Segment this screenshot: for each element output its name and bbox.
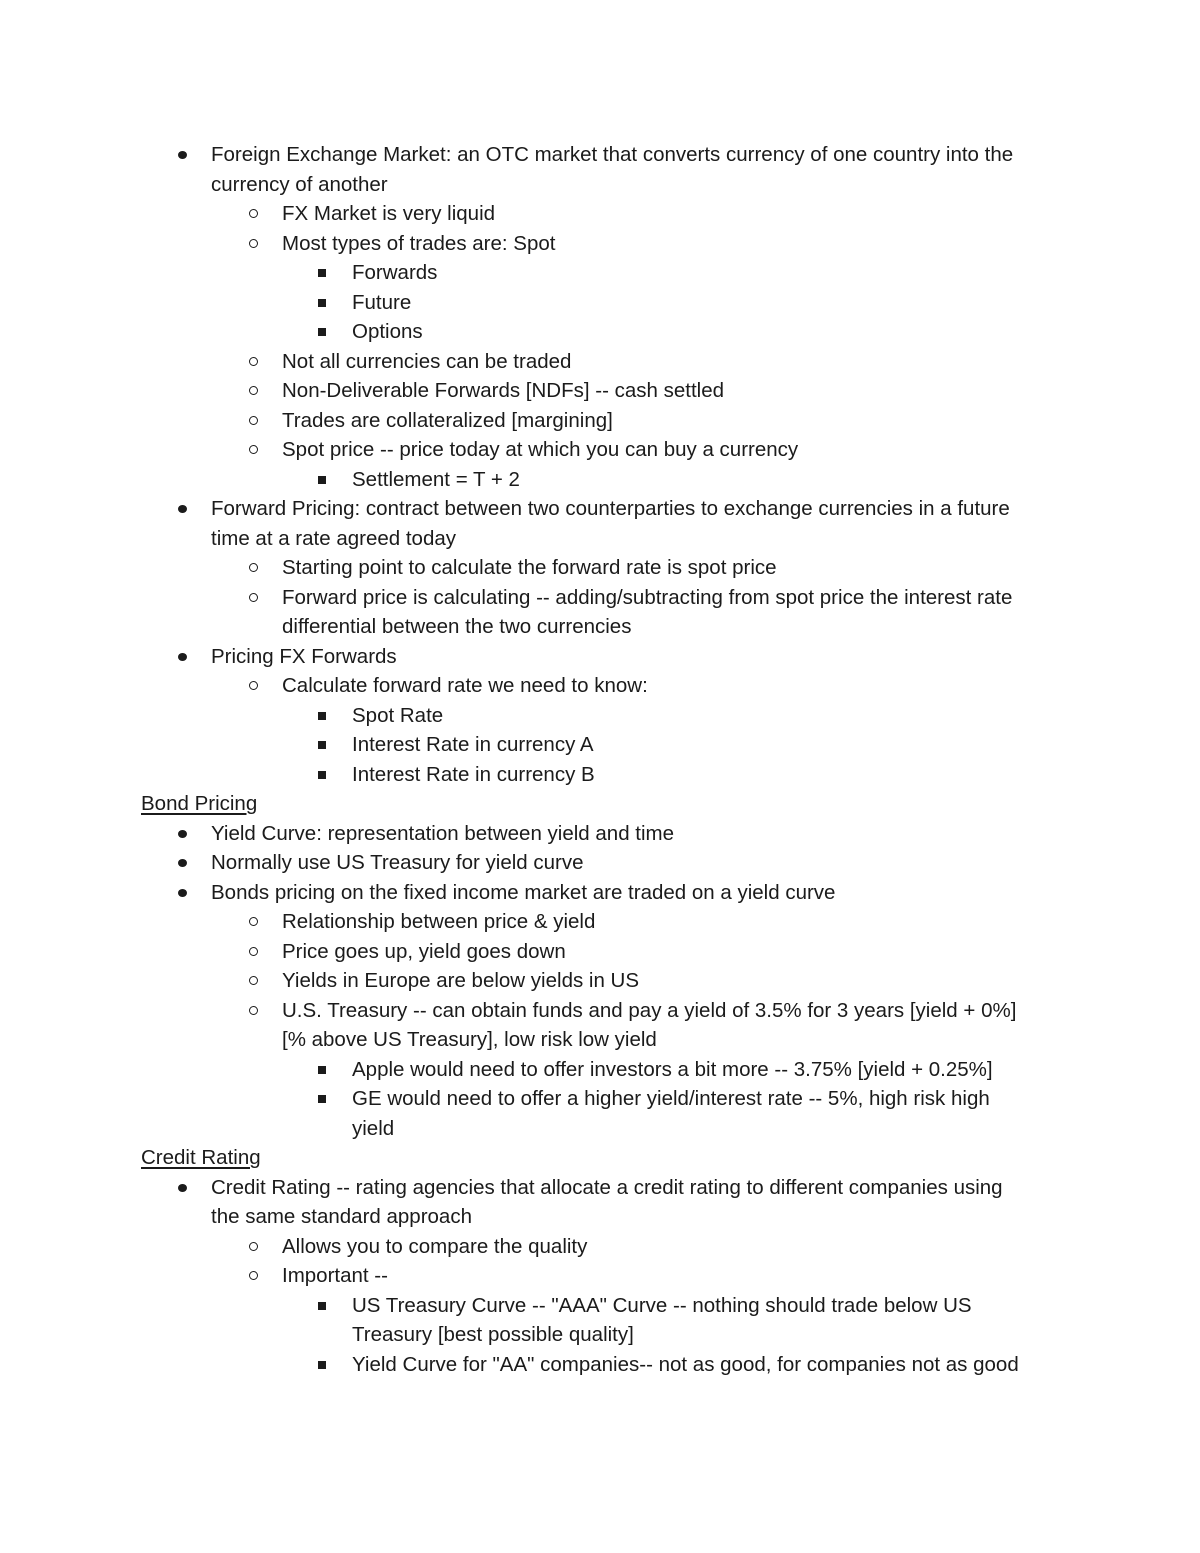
list-item-text: currency of another bbox=[211, 172, 388, 196]
filled-square-bullet-icon bbox=[318, 476, 326, 484]
list-item-text: Relationship between price & yield bbox=[282, 910, 596, 933]
hollow-circle-bullet-icon bbox=[249, 681, 258, 690]
list-item bbox=[0, 730, 1200, 760]
list-item-continuation bbox=[0, 170, 1200, 200]
list-item bbox=[0, 1084, 1200, 1114]
list-item bbox=[0, 848, 1200, 878]
list-item-continuation bbox=[0, 1114, 1200, 1144]
list-item-text: Treasury [best possible quality] bbox=[352, 1323, 634, 1346]
list-item bbox=[0, 1291, 1200, 1321]
list-item bbox=[0, 878, 1200, 908]
filled-square-bullet-icon bbox=[318, 771, 326, 779]
list-item bbox=[0, 1232, 1200, 1262]
list-item bbox=[0, 1261, 1200, 1291]
list-item-continuation bbox=[0, 524, 1200, 554]
filled-square-bullet-icon bbox=[318, 299, 326, 307]
list-item-text: Calculate forward rate we need to know: bbox=[282, 674, 648, 697]
section-heading-text: Credit Rating bbox=[141, 1146, 261, 1169]
list-item-text: Spot Rate bbox=[352, 703, 444, 727]
hollow-circle-bullet-icon bbox=[249, 209, 258, 218]
list-item-text: Starting point to calculate the forward rate is spot price bbox=[282, 556, 777, 579]
list-item-text: GE would need to offer a higher yield/interest rate -- 5%, high risk high bbox=[352, 1087, 990, 1110]
list-item-text: [% above US Treasury], low risk low yield bbox=[282, 1028, 657, 1051]
list-item-text: FX Market is very liquid bbox=[282, 202, 496, 225]
list-item-text: differential between the two currencies bbox=[282, 615, 632, 638]
filled-square-bullet-icon bbox=[318, 1095, 326, 1103]
list-item-text: Interest Rate in currency B bbox=[352, 762, 595, 786]
hollow-circle-bullet-icon bbox=[249, 593, 258, 602]
filled-circle-bullet-icon bbox=[178, 1184, 187, 1192]
list-item-text: Credit Rating -- rating agencies that allocate a credit rating to different companies using bbox=[211, 1175, 1003, 1199]
list-item-text: time at a rate agreed today bbox=[211, 526, 457, 550]
list-item bbox=[0, 494, 1200, 524]
list-item bbox=[0, 347, 1200, 377]
list-item-text: Options bbox=[352, 320, 423, 343]
filled-circle-bullet-icon bbox=[178, 151, 187, 159]
list-item bbox=[0, 819, 1200, 849]
list-item bbox=[0, 701, 1200, 731]
list-item bbox=[0, 465, 1200, 495]
list-item bbox=[0, 1055, 1200, 1085]
hollow-circle-bullet-icon bbox=[249, 976, 258, 985]
hollow-circle-bullet-icon bbox=[249, 563, 258, 572]
list-item bbox=[0, 760, 1200, 790]
hollow-circle-bullet-icon bbox=[249, 239, 258, 248]
list-item-text: Price goes up, yield goes down bbox=[282, 939, 566, 963]
hollow-circle-bullet-icon bbox=[249, 416, 258, 425]
list-item bbox=[0, 996, 1200, 1026]
list-item-text: Yield Curve for "AA" companies-- not as good, for companies not as good bbox=[352, 1352, 1019, 1376]
list-item-text: Yields in Europe are below yields in US bbox=[282, 969, 640, 992]
list-item bbox=[0, 199, 1200, 229]
list-item-text: US Treasury Curve -- "AAA" Curve -- nothing should trade below US bbox=[352, 1293, 972, 1317]
list-item bbox=[0, 406, 1200, 436]
list-item-text: Settlement = T + 2 bbox=[352, 467, 520, 491]
notes-document bbox=[0, 140, 1200, 1379]
list-item-continuation bbox=[0, 612, 1200, 642]
filled-circle-bullet-icon bbox=[178, 830, 187, 838]
list-item-text: Apple would need to offer investors a bit more -- 3.75% [yield + 0.25%] bbox=[352, 1057, 993, 1081]
list-item-text: Spot price -- price today at which you can buy a currency bbox=[282, 438, 799, 461]
list-item bbox=[0, 553, 1200, 583]
filled-square-bullet-icon bbox=[318, 712, 326, 720]
list-item-text: Future bbox=[352, 290, 412, 314]
hollow-circle-bullet-icon bbox=[249, 357, 258, 366]
list-item bbox=[0, 1173, 1200, 1203]
filled-square-bullet-icon bbox=[318, 1066, 326, 1074]
filled-circle-bullet-icon bbox=[178, 653, 187, 661]
filled-square-bullet-icon bbox=[318, 1302, 326, 1310]
list-item bbox=[0, 966, 1200, 996]
list-item bbox=[0, 937, 1200, 967]
section-heading bbox=[0, 1143, 1200, 1173]
list-item bbox=[0, 258, 1200, 288]
list-item bbox=[0, 229, 1200, 259]
list-item bbox=[0, 435, 1200, 465]
filled-square-bullet-icon bbox=[318, 1361, 326, 1369]
section-heading-text: Bond Pricing bbox=[141, 792, 258, 815]
filled-square-bullet-icon bbox=[318, 269, 326, 277]
list-item bbox=[0, 376, 1200, 406]
list-item-continuation bbox=[0, 1320, 1200, 1350]
list-item bbox=[0, 1350, 1200, 1380]
hollow-circle-bullet-icon bbox=[249, 917, 258, 926]
list-item bbox=[0, 140, 1200, 170]
list-item-text: yield bbox=[352, 1116, 395, 1140]
list-item-text: Bonds pricing on the fixed income market are traded on a yield curve bbox=[211, 880, 836, 904]
list-item-text: Pricing FX Forwards bbox=[211, 644, 397, 668]
list-item-text: Not all currencies can be traded bbox=[282, 349, 572, 373]
list-item-text: U.S. Treasury -- can obtain funds and pay a yield of 3.5% for 3 years [yield + 0%] bbox=[282, 998, 1017, 1022]
list-item-text: Yield Curve: representation between yield and time bbox=[211, 821, 675, 845]
filled-square-bullet-icon bbox=[318, 328, 326, 336]
filled-square-bullet-icon bbox=[318, 741, 326, 749]
hollow-circle-bullet-icon bbox=[249, 386, 258, 395]
section-heading bbox=[0, 789, 1200, 819]
hollow-circle-bullet-icon bbox=[249, 445, 258, 454]
list-item-continuation bbox=[0, 1025, 1200, 1055]
hollow-circle-bullet-icon bbox=[249, 1006, 258, 1015]
hollow-circle-bullet-icon bbox=[249, 947, 258, 956]
list-item-text: Normally use US Treasury for yield curve bbox=[211, 851, 584, 874]
list-item bbox=[0, 642, 1200, 672]
list-item-text: Interest Rate in currency A bbox=[352, 733, 594, 756]
hollow-circle-bullet-icon bbox=[249, 1242, 258, 1251]
filled-circle-bullet-icon bbox=[178, 859, 187, 867]
list-item-text: Allows you to compare the quality bbox=[282, 1234, 588, 1258]
list-item bbox=[0, 317, 1200, 347]
list-item-text: Forward price is calculating -- adding/subtracting from spot price the interest rate bbox=[282, 585, 1013, 609]
list-item-text: Forward Pricing: contract between two counterparties to exchange currencies in a future bbox=[211, 497, 1010, 520]
list-item-text: Most types of trades are: Spot bbox=[282, 231, 556, 255]
list-item bbox=[0, 583, 1200, 613]
list-item-continuation bbox=[0, 1202, 1200, 1232]
hollow-circle-bullet-icon bbox=[249, 1271, 258, 1280]
list-item bbox=[0, 907, 1200, 937]
list-item bbox=[0, 671, 1200, 701]
list-item-text: Trades are collateralized [margining] bbox=[282, 408, 613, 432]
list-item-text: Foreign Exchange Market: an OTC market that converts currency of one country into the bbox=[211, 143, 1014, 166]
list-item-text: Important -- bbox=[282, 1264, 388, 1287]
list-item bbox=[0, 288, 1200, 318]
list-item-text: Non-Deliverable Forwards [NDFs] -- cash settled bbox=[282, 379, 725, 402]
list-item-text: Forwards bbox=[352, 261, 438, 284]
list-item-text: the same standard approach bbox=[211, 1205, 472, 1228]
filled-circle-bullet-icon bbox=[178, 889, 187, 897]
filled-circle-bullet-icon bbox=[178, 505, 187, 513]
